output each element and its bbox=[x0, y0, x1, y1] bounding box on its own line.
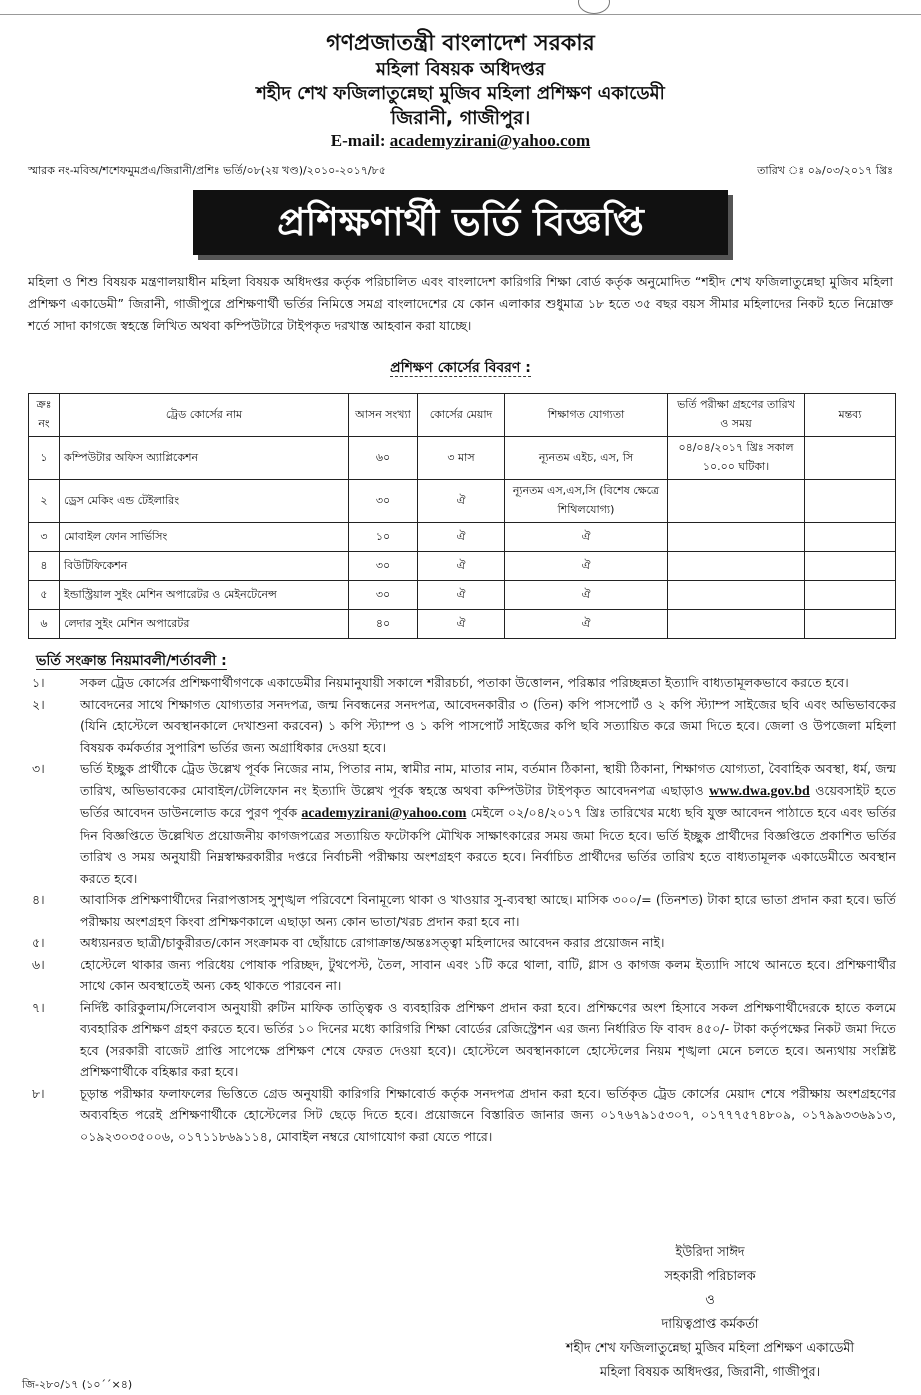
cell-exam-date bbox=[668, 610, 805, 639]
signatory-org: শহীদ শেখ ফজিলাতুন্নেছা মুজিব মহিলা প্রশিক্ষণ একাডেমী bbox=[565, 1341, 855, 1356]
cell-remarks bbox=[805, 480, 896, 523]
rule-number: ১। bbox=[32, 675, 45, 690]
table-row bbox=[29, 581, 896, 610]
rule-text: আবেদনের সাথে শিক্ষাগত যোগ্যতার সনদপত্র, জন্ম নিবন্ধনের সনদপত্র, আবেদনকারীর ৩ (তিন) কপি পাসপোর্ট ও ২ কপি স্ট্যাম্প সাইজের ছবি এবং অভিভাবকের (যিনি হোস্টেলে অবস্থানকালে দেখাশুনা করবেন) ১ কপি স্ট্যাম্প ও ১ কপি পাসপোর্ট সাইজের কপি ছবি সত্যায়িত করে জমা দিতে হবে। জেলা ও উপজেলা মহিলা বিষয়ক কর্মকর্তার সুপারিশ ভর্তির জন্য অগ্রাধিকার দেওয়া হবে। bbox=[80, 696, 896, 755]
print-code: জি-২৮০/১৭ (১০´´×৪) bbox=[22, 1378, 133, 1391]
course-table-title bbox=[0, 356, 921, 380]
rule-number: ৬। bbox=[32, 956, 45, 972]
rule-text-part: ওয়েবসাইট হতে ভর্তির আবেদন ডাউনলোড করে পুরণ পূর্বক bbox=[80, 782, 896, 820]
memo-date: তারিখ ঃ ০৯/০৩/২০১৭ খ্রিঃ bbox=[757, 164, 893, 177]
rule-number: ৭। bbox=[32, 999, 45, 1015]
rules-list bbox=[28, 672, 896, 1147]
cell-exam-date bbox=[668, 552, 805, 581]
table-header-row bbox=[29, 394, 896, 437]
rule-item bbox=[28, 694, 896, 759]
department-name: মহিলা বিষয়ক অধিদপ্তর bbox=[375, 59, 546, 80]
cell-remarks bbox=[805, 523, 896, 552]
cell-duration: ঐ bbox=[418, 523, 505, 552]
rule-item bbox=[28, 889, 896, 932]
signatory-role: দায়িত্বপ্রাপ্ত কর্মকর্তা bbox=[661, 1317, 759, 1332]
cell-trade: ইন্ডাস্ট্রিয়াল সুইং মেশিন অপারেটর ও মেইনটেনেন্স bbox=[60, 581, 349, 610]
letterhead bbox=[0, 30, 921, 152]
rule-item bbox=[28, 758, 896, 889]
course-table bbox=[28, 393, 896, 639]
rule-item bbox=[28, 672, 896, 694]
table-row bbox=[29, 437, 896, 480]
cell-trade: কম্পিউটার অফিস অ্যাপ্লিকেশন bbox=[60, 437, 349, 480]
cell-seats: ৬০ bbox=[349, 437, 418, 480]
rule-item bbox=[28, 1083, 896, 1148]
academy-name: শহীদ শেখ ফজিলাতুন্নেছা মুজিব মহিলা প্রশিক্ষণ একাডেমী bbox=[256, 83, 665, 104]
cell-serial: ৩ bbox=[29, 523, 60, 552]
cell-qualification: ঐ bbox=[505, 523, 668, 552]
signatory-conjunction: ও bbox=[705, 1293, 715, 1308]
rule-text-part: ভর্তি ইচ্ছুক প্রার্থীকে ট্রেড উল্লেখ পূর্বক নিজের নাম, পিতার নাম, স্বামীর নাম, মাতার নাম, বর্তমান ঠিকানা, স্থায়ী ঠিকানা, শিক্ষাগত যোগ্যতা, বৈবাহিক অবস্থা, ধর্ম, জন্ম তারিখ, অভিভাবকের মোবাইল/টেলিফোন নং ইত্যাদি উল্লেখ পূর্বক স্বহস্তে অথবা কম্পিউটার টাইপকৃত আবেদনপত্র এছাড়াও bbox=[80, 761, 896, 798]
email-label: E-mail: bbox=[330, 131, 386, 150]
cell-duration: ৩ মাস bbox=[418, 437, 505, 480]
cell-serial: ২ bbox=[29, 480, 60, 523]
website-link[interactable]: www.dwa.gov.bd bbox=[709, 783, 810, 799]
rule-text-part: মেইলে ০২/০৪/২০১৭ খ্রিঃ তারিখের মধ্যে ছবি যুক্ত আবেদন পাঠাতে হবে এবং ভর্তির দিন বিজ্ঞপ্তিতে উল্লেখিত প্রয়োজনীয় কাগজপত্রের সত্যায়িত ফটোকপি মৌখিক সাক্ষাৎকারের সময় জমা দিতে হবে। ভর্তি ইচ্ছুক প্রার্থীদের বিজ্ঞপ্তিতে প্রকাশিত ভর্তির তারিখ ও সময় অনুযায়ী নিম্নস্বাক্ষরকারীর দপ্তরে নির্বাচনী পরীক্ষায় অংশগ্রহণ করতে হবে। নির্বাচিত প্রার্থীদের ভর্তির তারিখ হতে বাধ্যতামূলক একাডেমীতে অবস্থান করতে হবে। bbox=[80, 805, 896, 886]
table-row bbox=[29, 480, 896, 523]
cell-qualification: ন্যূনতম এস,এস,সি (বিশেষ ক্ষেত্রে শিথিলযোগ্য) bbox=[505, 480, 668, 523]
cell-remarks bbox=[805, 552, 896, 581]
col-header-trade: ট্রেড কোর্সের নাম bbox=[60, 394, 349, 437]
cell-remarks bbox=[805, 437, 896, 480]
cell-exam-date bbox=[668, 480, 805, 523]
cell-duration: ঐ bbox=[418, 480, 505, 523]
table-row bbox=[29, 610, 896, 639]
top-strip bbox=[0, 0, 921, 15]
rule-item bbox=[28, 954, 896, 997]
memo-line bbox=[28, 162, 893, 181]
rule-item bbox=[28, 997, 896, 1083]
email-link[interactable]: academyzirani@yahoo.com bbox=[301, 806, 467, 821]
memo-ref: স্মারক নং-মবিঅ/শশেফমুমপ্রএ/জিরানী/প্রশিঃ ভর্তি/০৮(২য় খণ্ড)/২০১০-২০১৭/৮৫ bbox=[28, 164, 386, 177]
rule-text: নির্দিষ্ট কারিকুলাম/সিলেবাস অনুযায়ী রুটিন মাফিক তাত্ত্বিক ও ব্যবহারিক প্রশিক্ষণ প্রদান করা হবে। প্রশিক্ষণের অংশ হিসাবে সকল প্রশিক্ষণার্থীদেরকে হাতে কলমে ব্যবহারিক প্রশিক্ষণ গ্রহণ করতে হবে। ভর্তির ১০ দিনের মধ্যে কারিগরি শিক্ষা বোর্ডের রেজিস্ট্রেশন এর জন্য নির্ধারিত ফি বাবদ ৪৫০/- টাকা কর্তৃপক্ষের নিকট জমা দিতে হবে (সরকারী বাজেট প্রাপ্তি সাপেক্ষে প্রশিক্ষণ শেষে ফেরত দেওয়া হবে)। হোস্টেলে অবস্থানকালে হোস্টেলের নিয়ম শৃঙ্খলা মেনে চলতে হবে। অন্যথায় সংশ্লিষ্ট প্রশিক্ষণার্থীকে বহিষ্কার করা হবে। bbox=[80, 999, 896, 1079]
course-table-title-text: প্রশিক্ষণ কোর্সের বিবরণ : bbox=[390, 360, 531, 376]
cell-serial: ৬ bbox=[29, 610, 60, 639]
govt-name: গণপ্রজাতন্ত্রী বাংলাদেশ সরকার bbox=[326, 31, 595, 56]
rule-number: ৩। bbox=[32, 761, 45, 776]
curl-ornament bbox=[578, 0, 610, 14]
rule-text: অধ্যয়নরত ছাত্রী/চাকুরীরত/কোন সংক্রামক বা ছোঁয়াচে রোগাক্রান্ত/অন্তঃসত্ত্বা মহিলাদের আবেদন করার প্রয়োজন নাই। bbox=[80, 935, 665, 950]
cell-seats: ১০ bbox=[349, 523, 418, 552]
cell-serial: ১ bbox=[29, 437, 60, 480]
cell-serial: ৪ bbox=[29, 552, 60, 581]
cell-exam-date bbox=[668, 523, 805, 552]
cell-trade: মোবাইল ফোন সার্ভিসিং bbox=[60, 523, 349, 552]
cell-trade: লেদার সুইং মেশিন অপারেটর bbox=[60, 610, 349, 639]
rule-number: ৪। bbox=[32, 892, 45, 907]
cell-seats: ৩০ bbox=[349, 552, 418, 581]
table-row bbox=[29, 523, 896, 552]
cell-exam-date: ০৪/০৪/২০১৭ খ্রিঃ সকাল ১০.০০ ঘটিকা। bbox=[668, 437, 805, 480]
rule-text: সকল ট্রেড কোর্সের প্রশিক্ষণার্থীগণকে একাডেমীর নিয়মানুযায়ী সকালে শরীরচর্চা, পতাকা উত্তোলন, পরিষ্কার পরিচ্ছন্নতা ইত্যাদি বাধ্যতামূলকভাবে করতে হবে। bbox=[80, 675, 849, 690]
rule-number: ২। bbox=[32, 696, 45, 712]
cell-duration: ঐ bbox=[418, 581, 505, 610]
cell-trade: বিউটিফিকেশন bbox=[60, 552, 349, 581]
col-header-exam-date: ভর্তি পরীক্ষা গ্রহণের তারিখ ও সময় bbox=[668, 394, 805, 437]
col-header-seats: আসন সংখ্যা bbox=[349, 394, 418, 437]
cell-exam-date bbox=[668, 581, 805, 610]
email-link[interactable]: academyzirani@yahoo.com bbox=[389, 131, 591, 150]
academy-address: জিরানী, গাজীপুর। bbox=[390, 107, 531, 129]
intro-paragraph: মহিলা ও শিশু বিষয়ক মন্ত্রণালয়াধীন মহিলা বিষয়ক অধিদপ্তর কর্তৃক পরিচালিত এবং বাংলাদেশ কারিগরি শিক্ষা বোর্ড কর্তৃক অনুমোদিত “শহীদ শেখ ফজিলাতুন্নেছা মুজিব মহিলা প্রশিক্ষণ একাডেমী” জিরানী, গাজীপুরে প্রশিক্ষণার্থী ভর্তির নিমিত্তে সমগ্র বাংলাদেশের যে কোন এলাকার শুধুমাত্র ১৮ হতে ৩৫ বছর বয়স সীমার মহিলাদের নিকট হতে নিম্নোক্ত শর্তে সাদা কাগজে স্বহস্তে লিখিত অথবা কম্পিউটারে টাইপকৃত দরখাস্ত আহবান করা যাচ্ছে। bbox=[28, 274, 893, 333]
cell-remarks bbox=[805, 581, 896, 610]
cell-seats: ৪০ bbox=[349, 610, 418, 639]
rule-text: আবাসিক প্রশিক্ষণার্থীদের নিরাপত্তাসহ সুশৃঙ্খল পরিবেশে বিনামূল্যে থাকা ও খাওয়ার সু-ব্যবস্থা আছে। মাসিক ৩০০/= (তিনশত) টাকা হারে ভাতা প্রদান করা হবে। ভর্তি পরীক্ষায় অংশগ্রহণ কিংবা প্রশিক্ষণকালে এছাড়া অন্য কোন ভাতা/খরচ প্রদান করা হবে না। bbox=[80, 892, 896, 929]
cell-duration: ঐ bbox=[418, 552, 505, 581]
table-row bbox=[29, 552, 896, 581]
cell-qualification: ঐ bbox=[505, 610, 668, 639]
email-line bbox=[0, 130, 921, 152]
col-header-serial: ক্রঃ নং bbox=[29, 394, 60, 437]
signatory-address: মহিলা বিষয়ক অধিদপ্তর, জিরানী, গাজীপুর। bbox=[599, 1365, 821, 1380]
cell-qualification: ঐ bbox=[505, 581, 668, 610]
cell-remarks bbox=[805, 610, 896, 639]
col-header-qualification: শিক্ষাগত যোগ্যতা bbox=[505, 394, 668, 437]
rule-item bbox=[28, 932, 896, 954]
rules-heading-text: ভর্তি সংক্রান্ত নিয়মাবলী/শর্তাবলী : bbox=[36, 653, 227, 669]
col-header-duration: কোর্সের মেয়াদ bbox=[418, 394, 505, 437]
notice-title-banner: প্রশিক্ষণার্থী ভর্তি বিজ্ঞপ্তি bbox=[193, 190, 728, 255]
cell-duration: ঐ bbox=[418, 610, 505, 639]
signatory-name: ইউরিদা সাঈদ bbox=[675, 1245, 745, 1260]
signatory-title: সহকারী পরিচালক bbox=[664, 1269, 756, 1284]
cell-serial: ৫ bbox=[29, 581, 60, 610]
cell-seats: ৩০ bbox=[349, 581, 418, 610]
rule-text: হোস্টেলে থাকার জন্য পরিধেয় পোষাক পরিচ্ছদ, টুথপেস্ট, তৈল, সাবান এবং ১টি করে থালা, বাটি, গ্লাস ও কাগজ কলম ইত্যাদি সাথে আনতে হবে। প্রশিক্ষণার্থীর সাথে কোন অবস্থাতেই অন্য কেহ থাকতে পারবেন না। bbox=[80, 956, 896, 993]
cell-qualification: ন্যূনতম এইচ, এস, সি bbox=[505, 437, 668, 480]
col-header-remarks: মন্তব্য bbox=[805, 394, 896, 437]
cell-seats: ৩০ bbox=[349, 480, 418, 523]
rules-heading bbox=[36, 649, 227, 673]
cell-trade: ড্রেস মেকিং এন্ড টেইলারিং bbox=[60, 480, 349, 523]
rule-number: ৮। bbox=[32, 1085, 45, 1101]
rule-text bbox=[80, 758, 896, 889]
rule-number: ৫। bbox=[32, 935, 45, 950]
cell-qualification: ঐ bbox=[505, 552, 668, 581]
signature-block bbox=[520, 1241, 900, 1385]
rule-text: চূড়ান্ত পরীক্ষার ফলাফলের ভিত্তিতে গ্রেড অনুযায়ী কারিগরি শিক্ষাবোর্ড কর্তৃক সনদপত্র প্রদান করা হবে। ভর্তিকৃত ট্রেড কোর্সের মেয়াদ শেষে পরীক্ষায় অংশগ্রহণের অব্যবহিত পরেই প্রশিক্ষণার্থীকে হোস্টেলের সিট ছেড়ে দিতে হবে। প্রয়োজনে বিস্তারিত জানার জন্য ০১৭৬৭৯১৫৩০৭, ০১৭৭৭৫৭৪৮০৯, ০১৭৯৯৩৩৬৯১৩, ০১৯২৩০৩৫০০৬, ০১৭১১৮৬৯১১৪, মোবাইল নম্বরে যোগাযোগ করা যেতে পারে। bbox=[80, 1085, 896, 1144]
